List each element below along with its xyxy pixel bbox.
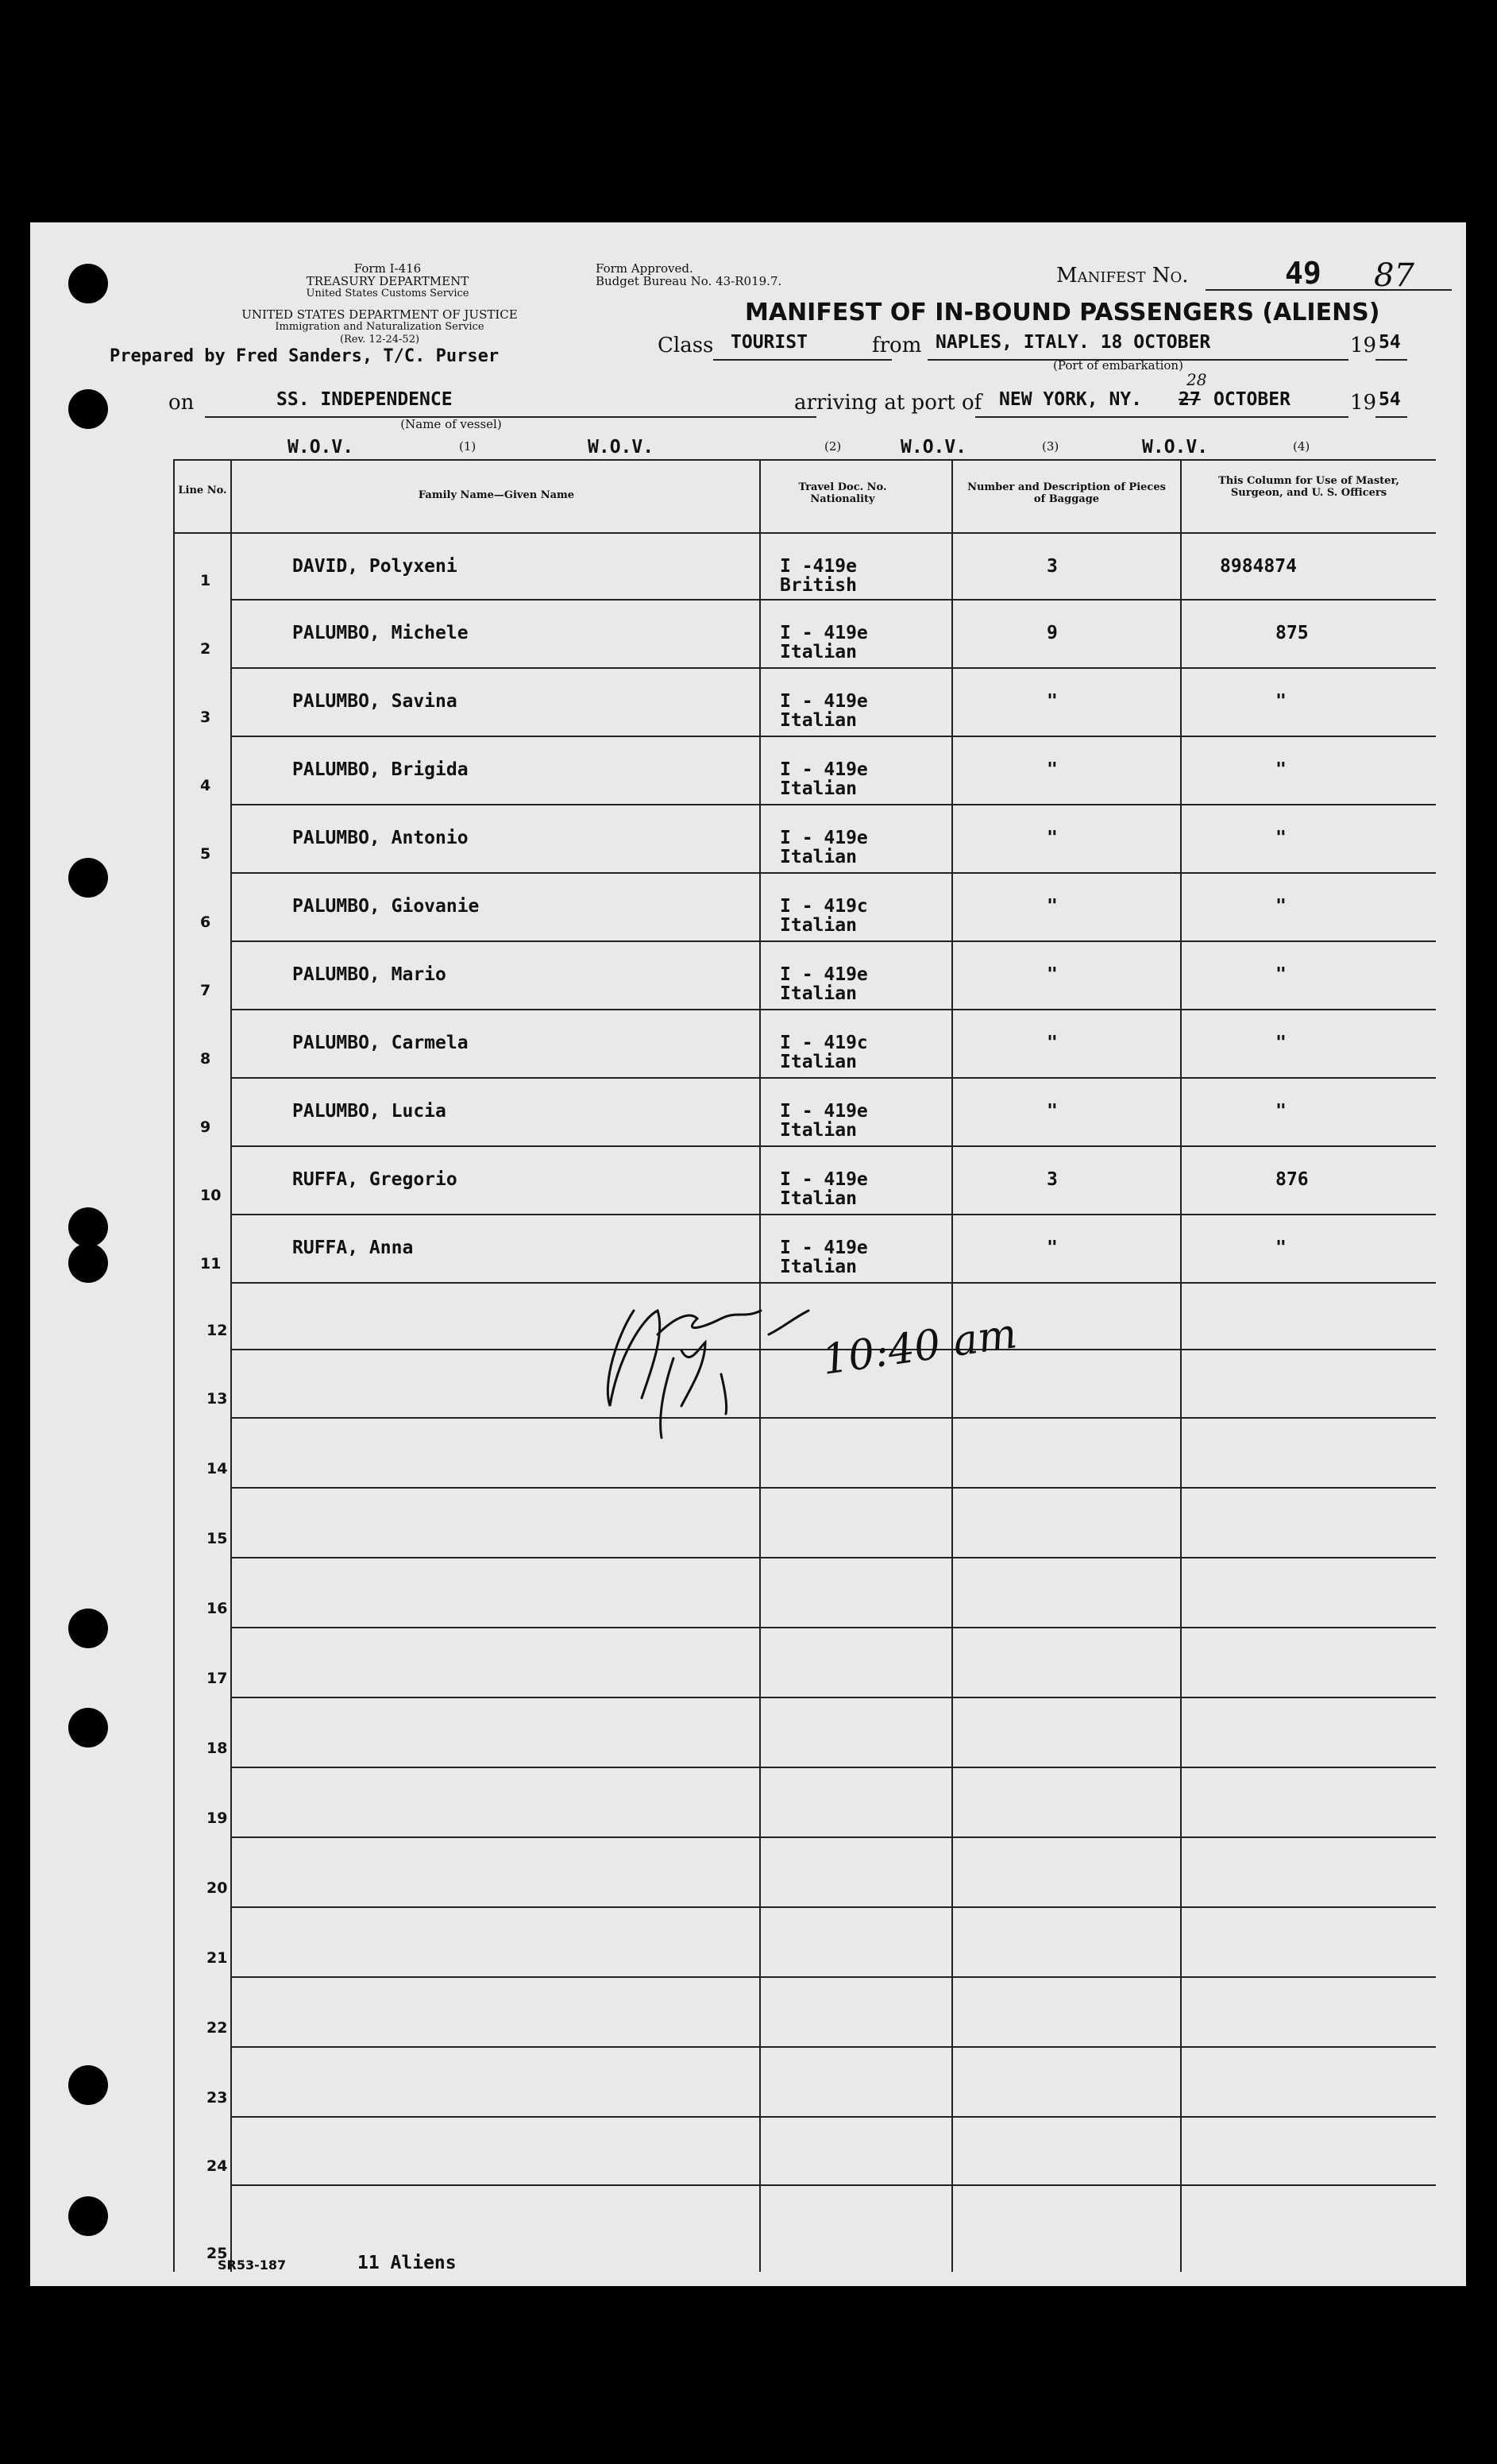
baggage-count: 9 (1047, 623, 1058, 643)
row-divider (230, 1009, 1436, 1010)
line-number: 12 (206, 1322, 228, 1339)
footer-total: 11 Aliens (357, 2253, 457, 2273)
line-number: 5 (200, 845, 211, 863)
nationality: Italian (780, 915, 857, 936)
row-divider (230, 1697, 1436, 1698)
wov-mark: W.O.V. (1142, 437, 1209, 458)
travel-doc-number: I - 419e (780, 964, 868, 985)
punch-hole (68, 1243, 108, 1283)
on-label: on (168, 391, 195, 415)
table-header-divider (173, 532, 1436, 534)
nationality: Italian (780, 1120, 857, 1141)
nationality: Italian (780, 1188, 857, 1209)
travel-doc-number: I -419e (780, 556, 857, 577)
officer-use-entry: " (1275, 691, 1287, 712)
row-divider (230, 1282, 1436, 1284)
line-number: 7 (200, 982, 211, 999)
row-divider (230, 1077, 1436, 1079)
officer-use-entry: " (1275, 1101, 1287, 1122)
manifest-no-label: Manifest No. (1056, 264, 1189, 288)
col-header-travel-doc: Travel Doc. No. Nationality (798, 481, 887, 505)
passenger-name: DAVID, Polyxeni (292, 556, 457, 577)
row-divider (230, 1767, 1436, 1768)
from-value: NAPLES, ITALY. 18 OCTOBER (936, 332, 1211, 353)
punch-hole (68, 1207, 108, 1247)
arrival-year: 54 (1379, 389, 1401, 410)
arrival-day: 27 (1179, 389, 1201, 410)
baggage-count: " (1047, 1033, 1058, 1053)
officer-use-entry: 875 (1275, 623, 1309, 643)
col-header-baggage: Number and Description of Pieces of Baggage (967, 481, 1166, 505)
nationality: Italian (780, 1052, 857, 1072)
row-divider (230, 1487, 1436, 1489)
row-divider (230, 1214, 1436, 1215)
row-divider (230, 2046, 1436, 2048)
punch-hole (68, 2196, 108, 2236)
class-underline (713, 359, 892, 361)
passenger-name: RUFFA, Anna (292, 1238, 414, 1258)
row-divider (230, 1976, 1436, 1978)
travel-doc-number: I - 419e (780, 759, 868, 780)
line-number: 20 (206, 1879, 228, 1897)
nationality: Italian (780, 847, 857, 867)
nationality: Italian (780, 710, 857, 731)
col-header-officers: This Column for Use of Master, Surgeon, and U. S. Officers (1218, 475, 1399, 499)
line-number: 25 (206, 2245, 228, 2262)
column-divider (1180, 459, 1182, 2272)
line-number: 14 (206, 1460, 228, 1477)
year-underline (1375, 416, 1407, 418)
row-divider (230, 1557, 1436, 1558)
baggage-count: " (1047, 964, 1058, 985)
nationality: Italian (780, 642, 857, 662)
arrival-month: OCTOBER (1213, 389, 1291, 410)
dept-treasury: TREASURY DEPARTMENT (306, 274, 469, 288)
passenger-name: PALUMBO, Antonio (292, 828, 469, 848)
line-number: 17 (206, 1670, 228, 1687)
travel-doc-number: I - 419e (780, 623, 868, 643)
from-label: from (872, 334, 922, 357)
baggage-count: 3 (1047, 1169, 1058, 1190)
form-approved: Form Approved. (596, 261, 693, 276)
class-label: Class (658, 334, 714, 357)
officer-use-entry: " (1275, 896, 1287, 917)
col-header-line-no: Line No. (178, 485, 227, 496)
punch-hole (68, 389, 108, 429)
travel-doc-number: I - 419c (780, 1033, 868, 1053)
baggage-count: " (1047, 691, 1058, 712)
line-number: 15 (206, 1530, 228, 1547)
travel-doc-number: I - 419e (780, 1101, 868, 1122)
line-number: 3 (200, 709, 211, 726)
manifest-title: MANIFEST OF IN-BOUND PASSENGERS (ALIENS) (745, 299, 1380, 326)
punch-hole (68, 1609, 108, 1648)
dept-justice: UNITED STATES DEPARTMENT OF JUSTICE (241, 307, 518, 322)
col-header-name: Family Name—Given Name (418, 489, 575, 501)
passenger-name: PALUMBO, Lucia (292, 1101, 446, 1122)
baggage-count: 3 (1047, 556, 1058, 577)
year-prefix: 19 (1350, 391, 1377, 415)
row-divider (230, 940, 1436, 942)
row-divider (230, 872, 1436, 874)
arriving-label: arriving at port of (794, 391, 982, 415)
vessel-name: SS. INDEPENDENCE (276, 389, 453, 410)
officer-use-entry: " (1275, 828, 1287, 848)
wov-mark: W.O.V. (901, 437, 967, 458)
line-number: 8 (200, 1050, 211, 1068)
line-number: 18 (206, 1740, 228, 1757)
line-number: 13 (206, 1390, 228, 1408)
punch-hole (68, 264, 108, 303)
column-number: (3) (1042, 439, 1059, 454)
form-number: Form I-416 (353, 261, 422, 276)
line-number: 10 (200, 1187, 222, 1204)
line-number: 23 (206, 2089, 228, 2107)
line-number: 19 (206, 1809, 228, 1827)
nationality: Italian (780, 983, 857, 1004)
passenger-name: PALUMBO, Brigida (292, 759, 469, 780)
nationality: Italian (780, 1257, 857, 1277)
baggage-count: " (1047, 1238, 1058, 1258)
officer-use-entry: " (1275, 1033, 1287, 1053)
table-top-border (173, 459, 1436, 461)
prepared-by: Prepared by Fred Sanders, T/C. Purser (110, 346, 500, 366)
line-number: 2 (200, 640, 211, 658)
port-embarkation-label: (Port of embarkation) (1053, 358, 1183, 373)
arrival-port: NEW YORK, NY. (999, 389, 1143, 410)
vessel-name-label: (Name of vessel) (400, 417, 502, 431)
line-number: 11 (200, 1255, 222, 1273)
line-number: 1 (200, 572, 211, 589)
arrival-underline (975, 416, 1348, 418)
baggage-count: " (1047, 896, 1058, 917)
dept-ins: Immigration and Naturalization Service (275, 321, 484, 333)
nationality: Italian (780, 778, 857, 799)
row-divider (230, 2116, 1436, 2118)
row-divider (230, 1906, 1436, 1908)
manifest-no-handwritten: 87 (1374, 257, 1414, 294)
form-revision: (Rev. 12-24-52) (339, 334, 420, 346)
passenger-name: PALUMBO, Michele (292, 623, 469, 643)
row-divider (230, 1145, 1436, 1147)
year-value: 54 (1379, 332, 1401, 353)
dept-customs: United States Customs Service (306, 288, 469, 299)
footer-code: SR53-187 (218, 2257, 287, 2273)
passenger-name: PALUMBO, Mario (292, 964, 446, 985)
row-divider (230, 599, 1436, 601)
passenger-name: PALUMBO, Savina (292, 691, 457, 712)
column-divider (173, 459, 175, 2272)
line-number: 9 (200, 1118, 211, 1136)
line-number: 16 (206, 1600, 228, 1617)
punch-hole (68, 858, 108, 898)
officer-use-entry: " (1275, 759, 1287, 780)
officer-use-entry: " (1275, 964, 1287, 985)
inspector-signature (586, 1287, 1031, 1446)
line-number: 6 (200, 913, 211, 931)
wov-mark: W.O.V. (287, 437, 354, 458)
passenger-name: RUFFA, Gregorio (292, 1169, 457, 1190)
column-divider (230, 459, 232, 2272)
line-number: 21 (206, 1949, 228, 1967)
baggage-count: " (1047, 828, 1058, 848)
officer-use-entry: 876 (1275, 1169, 1309, 1190)
year-underline (1375, 359, 1407, 361)
officer-use-entry: " (1275, 1238, 1287, 1258)
manifest-page (30, 222, 1466, 2286)
row-divider (230, 1627, 1436, 1628)
manifest-no-underline (1206, 289, 1452, 291)
passenger-name: PALUMBO, Giovanie (292, 896, 480, 917)
wov-mark: W.O.V. (588, 437, 654, 458)
travel-doc-number: I - 419e (780, 1169, 868, 1190)
travel-doc-number: I - 419e (780, 828, 868, 848)
line-number: 4 (200, 777, 211, 794)
nationality: British (780, 575, 857, 596)
row-divider (230, 804, 1436, 805)
budget-bureau: Budget Bureau No. 43-R019.7. (596, 274, 782, 288)
travel-doc-number: I - 419e (780, 1238, 868, 1258)
baggage-count: " (1047, 1101, 1058, 1122)
passenger-name: PALUMBO, Carmela (292, 1033, 469, 1053)
travel-doc-number: I - 419e (780, 691, 868, 712)
year-prefix: 19 (1350, 334, 1377, 357)
column-number: (1) (459, 439, 476, 454)
row-divider (230, 2184, 1436, 2186)
line-number: 22 (206, 2019, 228, 2037)
signature-time: 10:40 am (819, 1310, 1021, 1385)
officer-use-entry: 8984874 (1220, 556, 1297, 577)
line-number: 24 (206, 2157, 228, 2175)
travel-doc-number: I - 419c (780, 896, 868, 917)
row-divider (230, 1836, 1436, 1838)
arrival-day-correction: 28 (1186, 370, 1207, 389)
class-value: TOURIST (731, 332, 808, 353)
punch-hole (68, 2065, 108, 2105)
manifest-no-value: 49 (1285, 256, 1321, 291)
row-divider (230, 667, 1436, 669)
punch-hole (68, 1708, 108, 1748)
column-number: (2) (824, 439, 842, 454)
row-divider (230, 736, 1436, 737)
baggage-count: " (1047, 759, 1058, 780)
column-number: (4) (1293, 439, 1310, 454)
